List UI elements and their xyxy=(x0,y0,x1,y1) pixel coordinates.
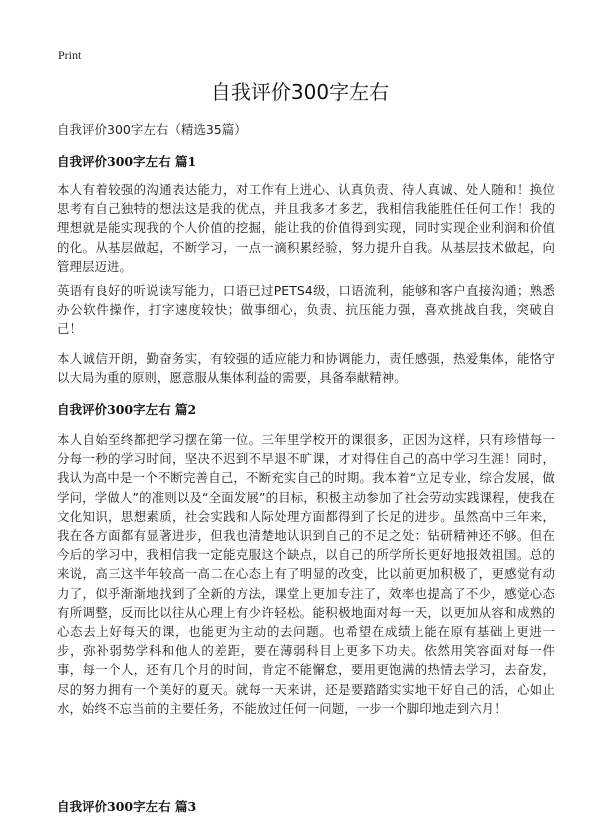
document-subtitle: 自我评价300字左右（精选35篇） xyxy=(57,122,247,137)
section-heading-2: 自我评价300字左右 篇2 xyxy=(57,402,197,417)
print-link[interactable]: Print xyxy=(58,48,82,62)
section-2-paragraph-1: 本人自始至终都把学习摆在第一位。三年里学校开的课很多，正因为这样，只有珍惜每一分每一秒的学习时间，坚决不迟到不早退不旷课，才对得住自己的高中学习生涯！同时，我认为高中是一个不断完善自己，不断充实自己的时期。我本着“立足专业，综合发展，做学问，学做人”的准则以及“全面发展”的目标，积极主动参加了社会劳动实践课程，使我在文化知识，思想素质，社会实践和人际处理方面都得到了长足的进步。虽然高中三年来，我在各方面都有显著进步，但我也清楚地认识到自己的不足之处：钻研精神还不够。但在今后的学习中，我相信我一定能克服这个缺点，以自己的所学所长更好地报效祖国。总的来说，高三这半年较高一高二在心态上有了明显的改变，比以前更加积极了，更感觉有动力了，似乎渐渐地找到了全新的方法，课堂上更加专注了，效率也提高了不少，感觉心态有所调整，反而比以往从心理上有少许轻松。能积极地面对每一天，以更加从容和成熟的心态去上好每天的课，也能更为主动的去问题。也希望在成绩上能在原有基础上更进一步，弥补弱势学科和他人的差距，要在薄弱科目上更多下功夫。依然用笑容面对每一件事，每一个人，还有几个月的时间，肯定不能懈怠，要用更饱满的热情去学习，去奋发，尽的努力拥有一个美好的夏天。就每一天来讲，还是要踏踏实实地干好自己的活，心如止水，始终不忘当前的主要任务，不能放过任何一问题，一步一个脚印地走到六月！ xyxy=(57,432,555,716)
section-1-paragraph-1: 本人有着较强的沟通表达能力，对工作有上进心、认真负责、待人真诚、处人随和！换位思考有自己独特的想法这是我的优点，并且我多才多艺，我相信我能胜任任何工作！我的理想就是能实现我的个人价值的挖掘，能让我的价值得到实现，同时实现企业利润和价值的化。从基层做起，不断学习，一点一滴积累经验，努力提升自我。从基层技术做起，向管理层迈进。 xyxy=(57,182,555,274)
section-heading-3: 自我评价300字左右 篇3 xyxy=(57,799,197,814)
section-1-paragraph-3: 本人诚信开朗，勤奋务实，有较强的适应能力和协调能力，责任感强，热爱集体，能恪守以大局为重的原则，愿意服从集体利益的需要，具备奉献精神。 xyxy=(57,351,555,386)
page-title: 自我评价300字左右 xyxy=(210,80,390,104)
section-heading-1: 自我评价300字左右 篇1 xyxy=(57,154,197,169)
section-1-paragraph-2: 英语有良好的听说读写能力，口语已过PETS4级，口语流利，能够和客户直接沟通；熟悉办公软件操作，打字速度较快；做事细心，负责、抗压能力强，喜欢挑战自我，突破自己！ xyxy=(57,283,555,337)
